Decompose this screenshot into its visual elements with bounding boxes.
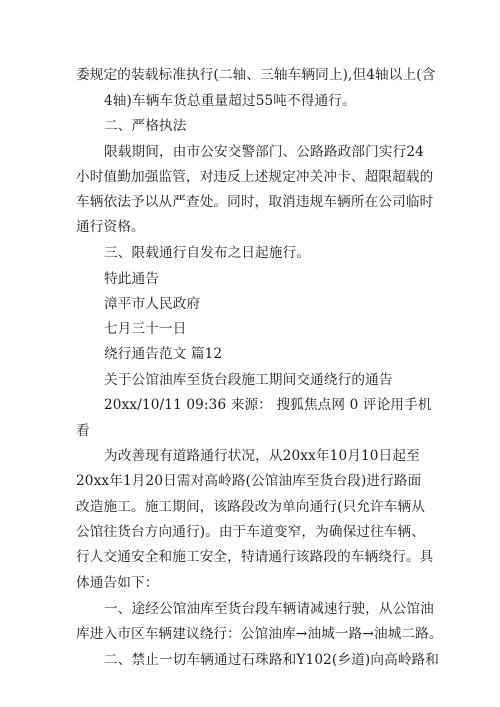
- text-line: 行人交通安全和施工安全，特请通行该路段的车辆绕行。具: [76, 549, 434, 565]
- text-line: 20xx年1月20日需对高岭路(公馆油库至货台段)进行路面: [76, 473, 422, 489]
- section-heading: 三、限载通行自发布之日起施行。: [104, 245, 311, 261]
- text-line: 公馆往货台方向通行)。由于车道变窄，为确保过往车辆、: [76, 524, 426, 540]
- article-title: 绕行通告范文 篇12: [104, 346, 223, 362]
- section-heading: 二、严格执法: [104, 118, 187, 134]
- text-line: 特此通告: [104, 271, 159, 287]
- signature-issuer: 漳平市人民政府: [104, 296, 201, 312]
- text-line: 车辆依法予以从严查处。同时，取消违规车辆所在公司临时: [76, 194, 434, 210]
- text-line: 委规定的装载标准执行(二轴、三轴车辆同上),但4轴以上(含: [76, 67, 436, 83]
- text-line: 4轴)车辆车货总重量超过55吨不得通行。: [104, 93, 356, 109]
- meta-line: 看: [76, 423, 90, 439]
- meta-line: 20xx/10/11 09:36 来源： 搜狐焦点网 0 评论用手机: [104, 397, 432, 413]
- signature-date: 七月三十一日: [104, 321, 187, 337]
- text-line: 库进入市区车辆建议绕行：公馆油库→油城一路→油城二路。: [76, 626, 443, 642]
- notice-title: 关于公馆油库至货台段施工期间交通绕行的通告: [104, 372, 393, 388]
- text-line: 通行资格。: [76, 219, 145, 235]
- text-line: 体通告如下：: [76, 575, 159, 591]
- text-line: 二、禁止一切车辆通过石珠路和Y102(乡道)向高岭路和: [104, 652, 440, 668]
- text-line: 小时值勤加强监管，对违反上述规定冲关冲卡、超限超载的: [76, 169, 434, 185]
- text-line: 改造施工。施工期间，该路段改为单向通行(只允许车辆从: [76, 499, 426, 515]
- text-line: 一、途经公馆油库至货台段车辆请减速行驶，从公馆油: [104, 601, 434, 617]
- text-line: 限载期间，由市公安交警部门、公路路政部门实行24: [104, 144, 424, 160]
- text-line: 为改善现有道路通行状况，从20xx年10月10日起至: [104, 448, 420, 464]
